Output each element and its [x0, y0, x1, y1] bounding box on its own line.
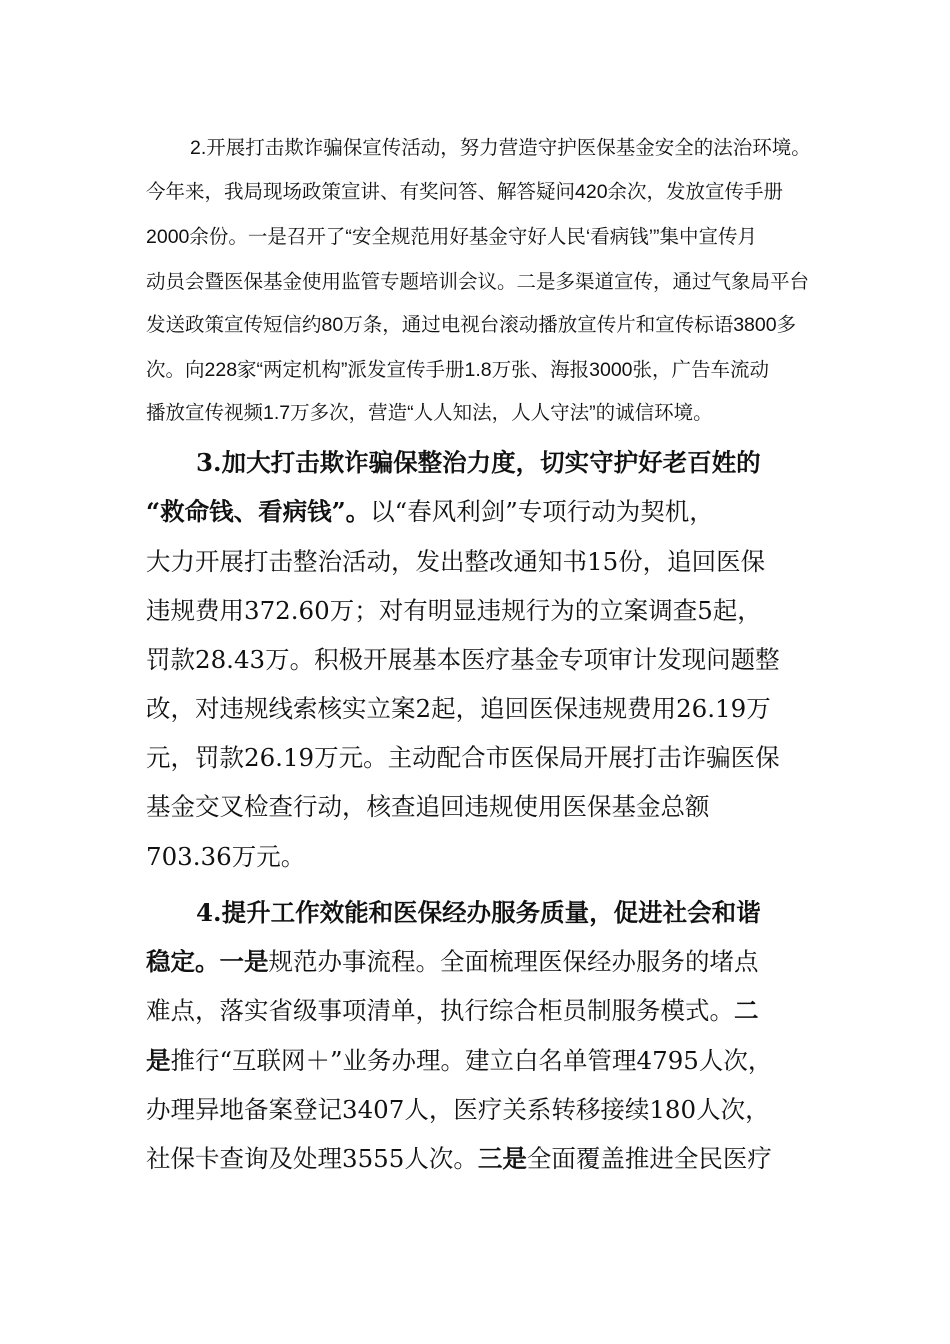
paragraph-1-line [146, 270, 809, 294]
body-text: 基金交叉检查行动，核查追回违规使用医保基金总额 [146, 792, 710, 821]
paragraph-1-line [146, 358, 769, 382]
bold-text: 二 [734, 996, 759, 1025]
body-text: 元，罚款26.19万元。主动配合市医保局开展打击诈骗医保 [146, 743, 780, 772]
paragraph-2-line [146, 842, 305, 872]
paragraph-3-line [146, 947, 759, 977]
paragraph-2-line [146, 645, 780, 675]
paragraph-2-line [146, 596, 762, 626]
paragraph-3-line [196, 898, 761, 928]
paragraph-2-line [146, 792, 710, 822]
paragraph-3-line [146, 1144, 772, 1174]
paragraph-2-line [146, 497, 714, 527]
body-text: 大力开展打击整治活动，发出整改通知书15份，追回医保 [146, 547, 766, 576]
body-text: 社保卡查询及处理3555人次。 [146, 1144, 478, 1173]
body-text: 动员会暨医保基金使用监管专题培训会议。二是多渠道宣传，通过气象局平台 [146, 271, 810, 293]
paragraph-2-line [196, 448, 761, 478]
body-text: 难点，落实省级事项清单，执行综合柜员制服务模式。 [146, 996, 734, 1025]
body-text: 改，对违规线索核实立案2起，追回医保违规费用26.19万 [146, 694, 771, 723]
body-text: 703.36万元。 [146, 842, 306, 871]
body-text: 今年来，我局现场政策宣讲、有奖问答、解答疑问420余次，发放宣传手册 [146, 181, 784, 203]
paragraph-1-line [146, 225, 757, 249]
paragraph-3-line [146, 1095, 770, 1125]
paragraph-1-line [146, 180, 783, 204]
body-text: 2000余份。一是召开了“安全规范用好基金守好人民‘看病钱’”集中宣传月 [146, 226, 758, 248]
paragraph-1-line [146, 313, 796, 337]
paragraph-1-line [146, 401, 713, 425]
bold-text: 稳定。一是 [146, 947, 269, 976]
bold-text: 是 [146, 1046, 171, 1075]
paragraph-2-line [146, 694, 771, 724]
paragraph-3-line [146, 1046, 772, 1076]
body-text: 以“春风利剑”专项行动为契机， [370, 497, 714, 526]
body-text: 罚款28.43万。积极开展基本医疗基金专项审计发现问题整 [146, 645, 780, 674]
body-text: 规范办事流程。全面梳理医保经办服务的堵点 [268, 947, 759, 976]
paragraph-1-line [190, 136, 811, 160]
body-text: 违规费用372.60万；对有明显违规行为的立案调查5起， [146, 596, 762, 625]
body-text: 办理异地备案登记3407人，医疗关系转移接续180人次， [146, 1095, 770, 1124]
body-text: 播放宣传视频1.7万多次，营造“人人知法，人人守法”的诚信环境。 [146, 402, 713, 424]
paragraph-2-line [146, 547, 765, 577]
body-text: 推行“互联网＋”业务办理。建立白名单管理4795人次， [170, 1046, 773, 1075]
body-text: 全面覆盖推进全民医疗 [526, 1144, 772, 1173]
body-text: 次。向228家“两定机构”派发宣传手册1.8万张、海报3000张，广告车流动 [146, 359, 770, 381]
bold-text: “救命钱、看病钱”。 [146, 497, 371, 526]
bold-text: 三是 [477, 1144, 527, 1173]
paragraph-3-line [146, 996, 759, 1026]
body-text: 发送政策宣传短信约80万条，通过电视台滚动播放宣传片和宣传标语3800多 [146, 314, 797, 336]
paragraph-2-line [146, 743, 780, 773]
bold-text: 4.提升工作效能和医保经办服务质量，促进社会和谐 [196, 898, 761, 927]
body-text: 2.开展打击欺诈骗保宣传活动，努力营造守护医保基金安全的法治环境。 [190, 137, 811, 159]
bold-text: 3.加大打击欺诈骗保整治力度，切实守护好老百姓的 [196, 448, 761, 477]
